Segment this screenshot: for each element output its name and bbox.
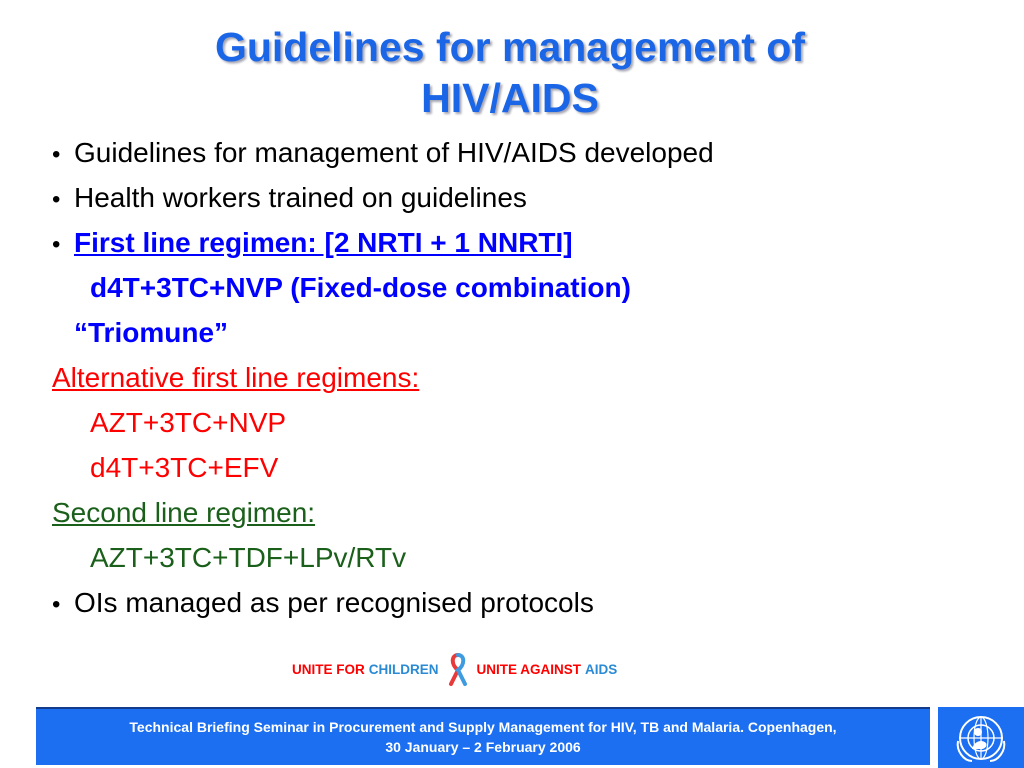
bullet-text: Guidelines for management of HIV/AIDS developed [74,137,714,168]
bullet-glyph: • [52,141,61,168]
triomune-label: “Triomune” [74,317,229,348]
footer-bar [36,707,930,765]
campaign-logo [292,652,623,686]
campaign-unite-for: UNITE FOR [292,661,365,677]
alternative-regimen-2: d4T+3TC+EFV [90,452,279,483]
bullet-text: OIs managed as per recognised protocols [74,587,594,618]
slide-body [52,130,952,625]
unicef-emblem [938,707,1024,768]
bullet-text: Health workers trained on guidelines [74,182,527,213]
title-line-1: Guidelines for management of [214,24,806,70]
unicef-logo-icon [954,711,1008,765]
campaign-unite-against: UNITE AGAINST [476,661,581,677]
bullet-glyph: • [52,186,61,213]
awareness-ribbon-icon [445,652,471,686]
alternative-regimen-1: AZT+3TC+NVP [90,407,287,438]
bullet-glyph: • [52,231,61,258]
footer-line-1: Technical Briefing Seminar in Procurement and Supply Management for HIV, TB and Malaria. Copenhagen, [129,719,837,735]
bullet-item [52,130,952,175]
campaign-children: CHILDREN [368,661,439,677]
second-line-regimen: AZT+3TC+TDF+LPv/RTv [90,542,407,573]
campaign-aids: AIDS [585,661,618,677]
first-line-regimen: d4T+3TC+NVP (Fixed-dose combination) [90,272,631,303]
bullet-item [52,220,952,265]
alternative-heading: Alternative first line regimens: [52,362,420,393]
bullet-item [52,175,952,220]
footer-line-2: 30 January – 2 February 2006 [385,739,581,755]
bullet-glyph: • [52,591,61,618]
bullet-item [52,580,952,625]
slide-title [60,22,960,124]
title-line-2: HIV/AIDS [421,75,599,121]
first-line-heading: First line regimen: [2 NRTI + 1 NNRTI] [74,227,573,258]
second-line-heading: Second line regimen: [52,497,316,528]
